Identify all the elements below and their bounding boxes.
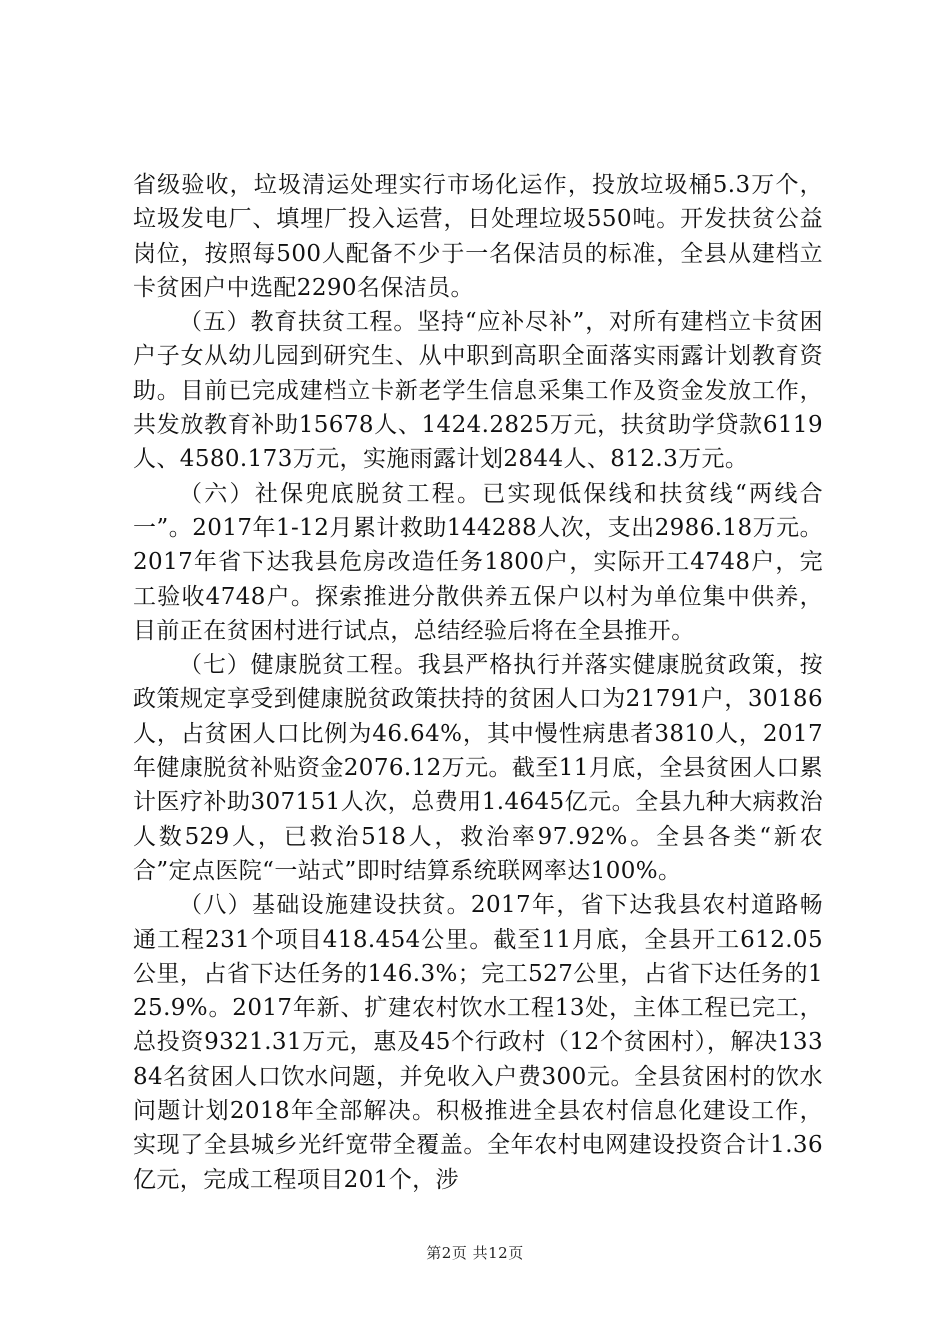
paragraph-infrastructure: （八）基础设施建设扶贫。2017年，省下达我县农村道路畅通工程231个项目418.454公里。截至11月底，全县开工612.05公里，占省下达任务的146.3%；完工527公里，占省下达任务的125.9%。2017年新、扩建农村饮水工程13处，主体工程已完工，总投资9321.31万元，惠及45个行政村（12个贫困村），解决13384名贫困人口饮水问题，并免收入户费300元。全县贫困村的饮水问题计划2018年全部解决。积极推进全县农村信息化建设工作，实现了全县城乡光纤宽带全覆盖。全年农村电网建设投资合计1.36亿元，完成工程项目201个，涉 xyxy=(133,892,823,1193)
paragraph-education: （五）教育扶贫工程。坚持“应补尽补”，对所有建档立卡贫困户子女从幼儿园到研究生、从中职到高职全面落实雨露计划教育资助。目前已完成建档立卡新老学生信息采集工作及资金发放工作，共发放教育补助15678人、1424.2825万元，扶贫助学贷款6119人、4580.173万元，实施雨露计划2844人、812.3万元。 xyxy=(133,309,823,473)
paragraph-sanitation: 省级验收，垃圾清运处理实行市场化运作，投放垃圾桶5.3万个，垃圾发电厂、填埋厂投入运营，日处理垃圾550吨。开发扶贫公益岗位，按照每500人配备不少于一名保洁员的标准，全县从建档立卡贫困户中选配2290名保洁员。 xyxy=(133,172,823,301)
document-body xyxy=(133,168,823,1197)
page-footer: 第2页 共12页 xyxy=(426,1244,524,1262)
paragraph-health: （七）健康脱贫工程。我县严格执行并落实健康脱贫政策，按政策规定享受到健康脱贫政策扶持的贫困人口为21791户，30186人，占贫困人口比例为46.64%，其中慢性病患者3810人，2017年健康脱贫补贴资金2076.12万元。截至11月底，全县贫困人口累计医疗补助307151人次，总费用1.4645亿元。全县九种大病救治人数529人，已救治518人，救治率97.92%。全县各类“新农合”定点医院“一站式”即时结算系统联网率达100%。 xyxy=(133,652,823,884)
paragraph-social-security: （六）社保兜底脱贫工程。已实现低保线和扶贫线“两线合一”。2017年1-12月累计救助144288人次，支出2986.18万元。2017年省下达我县危房改造任务1800户，实际开工4748户，完工验收4748户。探索推进分散供养五保户以村为单位集中供养，目前正在贫困村进行试点，总结经验后将在全县推开。 xyxy=(133,480,823,644)
